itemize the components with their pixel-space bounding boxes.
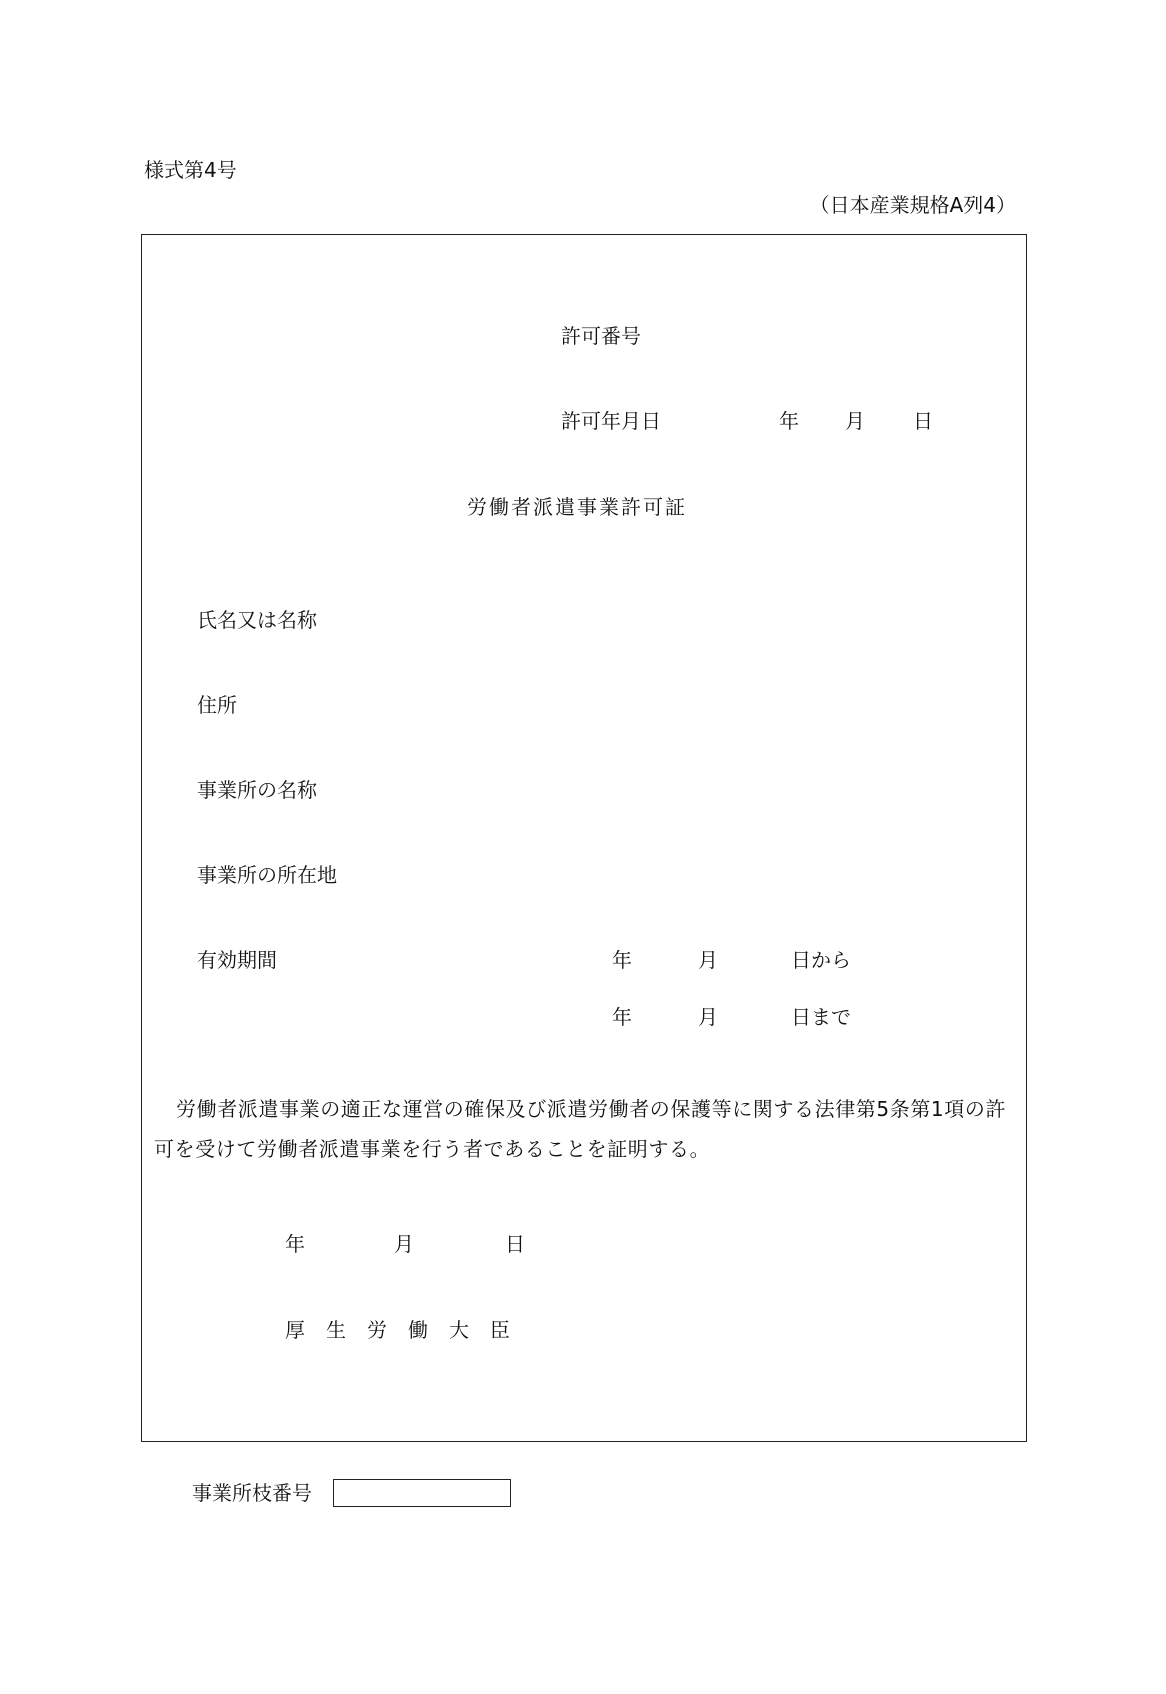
- valid-from-day: 日から: [791, 948, 851, 972]
- valid-to-year: 年: [612, 1005, 632, 1029]
- valid-to-day: 日まで: [791, 1005, 851, 1029]
- form-number: 様式第4号: [144, 158, 237, 182]
- permit-date-label: 許可年月日: [561, 409, 661, 433]
- issue-day: 日: [505, 1232, 525, 1256]
- issuer-minister: 厚生労働大臣: [285, 1318, 531, 1342]
- valid-to-month: 月: [698, 1005, 718, 1029]
- validity-period-label: 有効期間: [197, 948, 277, 972]
- permit-date-month: 月: [845, 409, 865, 433]
- permit-number-label: 許可番号: [561, 324, 641, 348]
- valid-from-year: 年: [612, 948, 632, 972]
- certification-statement: 労働者派遣事業の適正な運営の確保及び派遣労働者の保護等に関する法律第5条第1項の許可を受けて労働者派遣事業を行う者であることを証明する。: [154, 1097, 1007, 1161]
- permit-date-year: 年: [779, 409, 799, 433]
- paper-size-note: （日本産業規格A列4）: [809, 193, 1016, 217]
- name-label: 氏名又は名称: [197, 608, 317, 632]
- document-title: 労働者派遣事業許可証: [467, 495, 687, 519]
- permit-date-day: 日: [913, 409, 933, 433]
- certificate-frame: [141, 234, 1027, 1442]
- branch-number-label: 事業所枝番号: [192, 1481, 312, 1505]
- issue-month: 月: [394, 1232, 414, 1256]
- issue-year: 年: [285, 1232, 305, 1256]
- valid-from-month: 月: [698, 948, 718, 972]
- office-location-label: 事業所の所在地: [197, 863, 337, 887]
- branch-number-field[interactable]: [333, 1479, 511, 1507]
- address-label: 住所: [197, 693, 237, 717]
- office-name-label: 事業所の名称: [197, 778, 317, 802]
